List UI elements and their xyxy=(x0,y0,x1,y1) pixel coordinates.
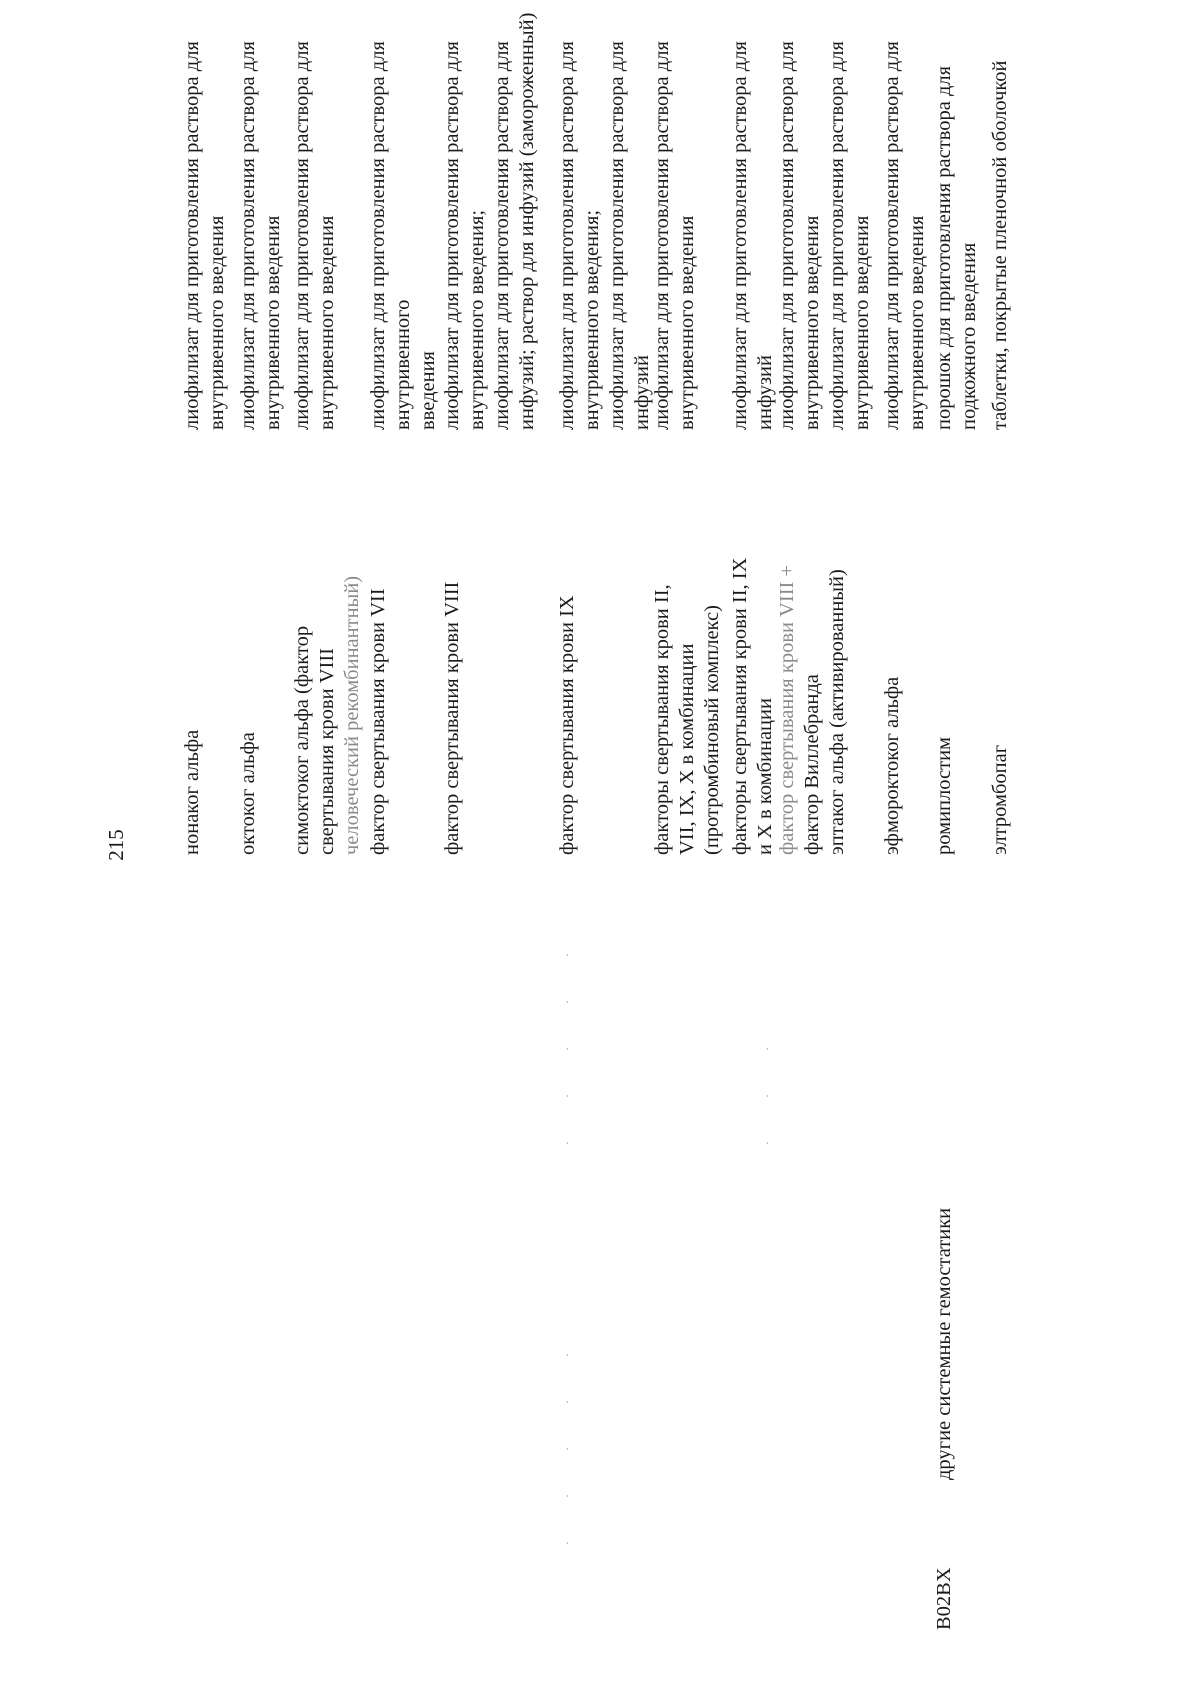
drug-name-cell xyxy=(988,465,1013,855)
cell-line: факторы свертывания крови II, xyxy=(651,584,673,855)
dosage-form-cell xyxy=(650,30,700,430)
cell-line: лиофилизат для приготовления раствора для xyxy=(826,41,848,430)
cell-line: человеческий рекомбинантный) xyxy=(341,575,363,855)
cell-line: лиофилизат для приготовления раствора для xyxy=(651,41,673,430)
cell-line: внутривенного введения xyxy=(316,215,338,430)
cell-line: внутривенного xyxy=(392,299,414,430)
cell-line: лиофилизат для приготовления раствора для xyxy=(556,41,578,430)
cell-line: лиофилизат для приготовления раствора для xyxy=(606,41,628,430)
drug-name-cell xyxy=(932,465,957,855)
cell-line: другие системные гемостатики xyxy=(933,1207,955,1480)
page-number: 215 xyxy=(104,829,128,861)
cell-line: и X в комбинации xyxy=(754,698,776,855)
cell-line: инфузий; раствор для инфузий (замороженный) xyxy=(516,12,538,430)
cell-line: внутривенного введения xyxy=(851,215,873,430)
cell-line: лиофилизат для приготовления раствора для xyxy=(367,41,389,430)
dosage-form-cell xyxy=(440,12,540,430)
atc-code-cell xyxy=(932,1510,957,1630)
cell-line: B02BX xyxy=(933,1567,955,1630)
drug-name-cell xyxy=(236,465,261,855)
cell-line: внутривенного введения xyxy=(676,215,698,430)
dosage-form-cell xyxy=(988,30,1013,430)
drug-name-cell xyxy=(728,465,778,855)
drug-name-cell xyxy=(825,465,850,855)
cell-line: лиофилизат для приготовления раствора для xyxy=(441,41,463,430)
cell-line: инфузий xyxy=(631,354,653,430)
dosage-form-cell xyxy=(728,30,778,430)
cell-line: нонаког альфа xyxy=(181,729,203,855)
drug-name-cell xyxy=(440,465,465,855)
cell-line: VII, IX, X в комбинации xyxy=(676,643,698,855)
drug-name-cell xyxy=(180,465,205,855)
group-name-cell xyxy=(932,880,957,1480)
cell-line: лиофилизат для приготовления раствора для xyxy=(291,41,313,430)
cell-line: внутривенного введения xyxy=(906,215,928,430)
cell-line: внутривенного введения; xyxy=(581,209,603,430)
cell-line: подкожного введения xyxy=(958,242,980,430)
cell-line: инфузий xyxy=(754,354,776,430)
cell-line: лиофилизат для приготовления раствора для xyxy=(181,41,203,430)
scan-noise: · · · xyxy=(760,1027,774,1145)
cell-line: свертывания крови VIII xyxy=(316,648,338,855)
scan-noise: · · · · · xyxy=(560,1333,574,1545)
cell-line: элтромбопаг xyxy=(989,744,1011,855)
cell-line: фактор свертывания крови VII xyxy=(367,588,389,855)
dosage-form-cell xyxy=(825,30,875,430)
dosage-form-cell xyxy=(180,30,230,430)
drug-name-cell xyxy=(555,465,580,855)
cell-line: порошок для приготовления раствора для xyxy=(933,65,955,430)
drug-name-cell xyxy=(650,465,725,855)
dosage-form-cell xyxy=(236,30,286,430)
cell-line: октоког альфа xyxy=(237,732,259,855)
cell-line: лиофилизат для приготовления раствора для xyxy=(881,41,903,430)
cell-line: лиофилизат для приготовления раствора для xyxy=(237,41,259,430)
drug-name-cell xyxy=(290,465,365,855)
cell-line: (протромбиновый комплекс) xyxy=(701,605,723,855)
cell-line: симоктоког альфа (фактор xyxy=(291,625,313,855)
cell-line: внутривенного введения xyxy=(801,215,823,430)
drug-name-cell xyxy=(366,465,391,855)
cell-line: внутривенного введения xyxy=(262,215,284,430)
cell-line: лиофилизат для приготовления раствора для xyxy=(491,41,513,430)
cell-line: эфмороктоког альфа xyxy=(881,676,903,855)
dosage-form-cell xyxy=(775,30,825,430)
cell-line: фактор свертывания крови VIII + xyxy=(776,564,798,855)
cell-line: фактор свертывания крови IX xyxy=(556,595,578,855)
cell-line: эптаког альфа (активированный) xyxy=(826,569,848,855)
dosage-form-cell xyxy=(290,30,340,430)
cell-line: ромиплостим xyxy=(933,736,955,855)
cell-line: лиофилизат для приготовления раствора для xyxy=(776,41,798,430)
drug-name-cell xyxy=(880,465,905,855)
cell-line: таблетки, покрытые пленочной оболочкой xyxy=(989,60,1011,430)
cell-line: внутривенного введения xyxy=(206,215,228,430)
cell-line: лиофилизат для приготовления раствора для xyxy=(729,41,751,430)
cell-line: внутривенного введения; xyxy=(466,209,488,430)
dosage-form-cell xyxy=(555,30,655,430)
dosage-form-cell xyxy=(932,30,982,430)
cell-line: факторы свертывания крови II, IX xyxy=(729,557,751,855)
dosage-form-cell xyxy=(366,30,441,430)
dosage-form-cell xyxy=(880,30,930,430)
cell-line: введения xyxy=(417,351,439,430)
cell-line: фактор свертывания крови VIII xyxy=(441,581,463,855)
cell-line: фактор Виллебранда xyxy=(801,674,823,855)
scan-noise: · · · · · xyxy=(560,933,574,1145)
drug-name-cell xyxy=(775,465,825,855)
